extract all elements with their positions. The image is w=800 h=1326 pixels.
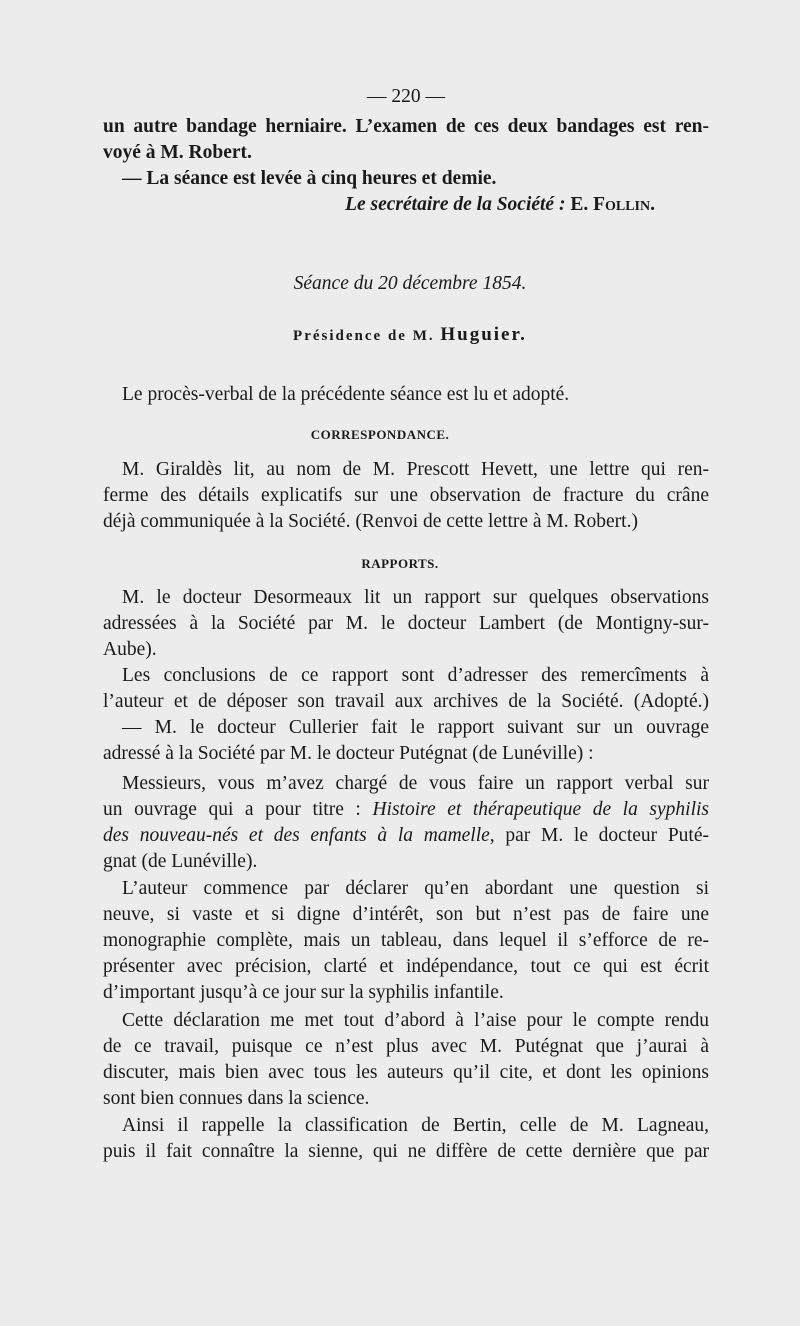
text-line — [103, 797, 709, 823]
text-line: Ainsi il rappelle la classification de Bertin, celle de M. Lagneau, — [122, 1115, 709, 1136]
text-line: présenter avec précision, clarté et indépendance, tout ce qui est écrit — [103, 956, 709, 977]
session-title: Séance du 20 décembre 1854. — [293, 273, 527, 294]
text-line: Les conclusions de ce rapport sont d’adresser des remercîments à — [122, 665, 709, 686]
presidence-prefix: Présidence de M. — [293, 328, 435, 344]
text-line: M. Giraldès lit, au nom de M. Prescott Hevett, une lettre qui ren- — [122, 459, 709, 480]
text-line: adressées à la Société par M. le docteur Lambert (de Montigny-sur- — [103, 613, 709, 634]
text-line: puis il fait connaître la sienne, qui ne diffère de cette dernière que par — [103, 1141, 709, 1162]
text-line: un autre bandage herniaire. L’examen de ces deux bandages est ren- — [103, 116, 709, 137]
secretary-name: E. Follin. — [570, 194, 655, 215]
text-line: L’auteur commence par déclarer qu’en abordant une question si — [122, 878, 709, 899]
book-title-fragment: Histoire et thérapeutique de la syphilis — [372, 799, 710, 820]
text-line: discuter, mais bien avec tous les auteurs qu’il cite, et dont les opinions — [103, 1062, 709, 1083]
book-title-fragment: des nouveau-nés et des enfants à la mamelle, — [103, 825, 495, 846]
secretary-signature-line — [103, 192, 655, 218]
text-line: sont bien connues dans la science. — [103, 1088, 370, 1109]
text-fragment: un ouvrage qui a pour titre : — [103, 799, 361, 820]
text-line: neuve, si vaste et si digne d’intérêt, son but n’est pas de faire une — [103, 904, 709, 925]
text-line: Aube). — [103, 639, 157, 660]
text-fragment: par M. le docteur Puté- — [505, 825, 710, 846]
text-line: l’auteur et de déposer son travail aux archives de la Société. (Adopté.) — [103, 691, 709, 712]
page-number: — 220 — — [367, 86, 445, 107]
text-line: voyé à M. Robert. — [103, 142, 252, 163]
presidence-line — [130, 322, 690, 348]
section-heading-rapports: RAPPORTS. — [361, 556, 439, 571]
presidence-name: Huguier. — [440, 324, 527, 345]
text-line: monographie complète, mais un tableau, dans lequel il s’efforce de re- — [103, 930, 709, 951]
text-line: ferme des détails explicatifs sur une observation de fracture du crâne — [103, 485, 709, 506]
text-line: déjà communiquée à la Société. (Renvoi de cette lettre à M. Robert.) — [103, 511, 638, 532]
text-line: M. le docteur Desormeaux lit un rapport sur quelques observations — [122, 587, 709, 608]
secretary-label: Le secrétaire de la Société : — [345, 194, 566, 215]
text-line: de ce travail, puisque ce n’est plus avec M. Putégnat que j’aurai à — [103, 1036, 709, 1057]
text-line: — La séance est levée à cinq heures et demie. — [122, 168, 497, 189]
text-line — [103, 823, 709, 849]
text-line: Le procès-verbal de la précédente séance est lu et adopté. — [122, 384, 570, 405]
text-line: gnat (de Lunéville). — [103, 851, 258, 872]
text-line: Cette déclaration me met tout d’abord à l’aise pour le compte rendu — [122, 1010, 709, 1031]
text-line: — M. le docteur Cullerier fait le rapport suivant sur un ouvrage — [122, 717, 709, 738]
text-line: Messieurs, vous m’avez chargé de vous faire un rapport verbal sur — [122, 773, 709, 794]
text-line: adressé à la Société par M. le docteur Putégnat (de Lunéville) : — [103, 743, 594, 764]
section-heading-correspondance: CORRESPONDANCE. — [310, 427, 450, 442]
text-line: d’important jusqu’à ce jour sur la syphilis infantile. — [103, 982, 504, 1003]
